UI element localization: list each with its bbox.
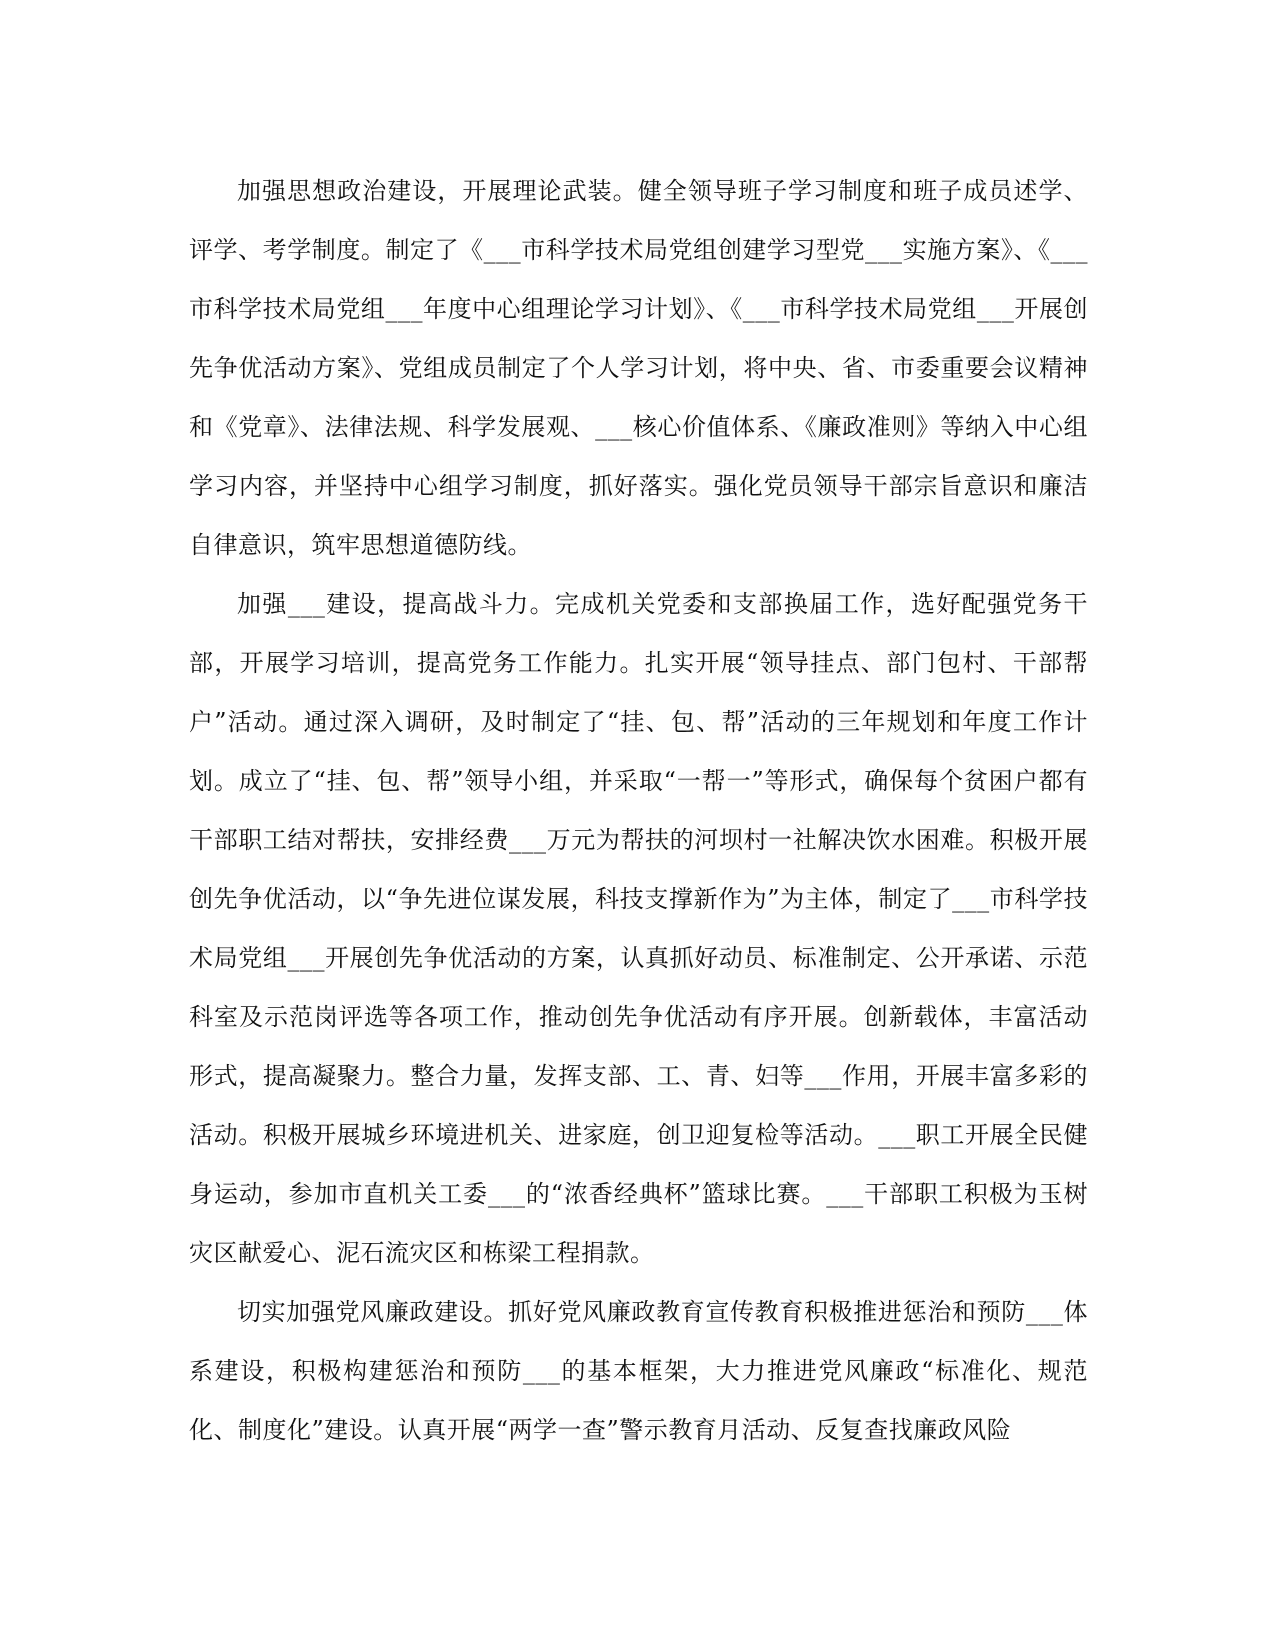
paragraph-clean-government: 切实加强党风廉政建设。抓好党风廉政教育宣传教育积极推进惩治和预防___体系建设，积极构建惩治和预防___的基本框架，大力推进党风廉政“标准化、规范化、制度化”建设。认真开展“两学一查”警示教育月活动、反复查找廉政风险 bbox=[189, 1298, 1088, 1444]
document-body bbox=[189, 162, 1088, 1460]
paragraph-ideological-building: 加强思想政治建设，开展理论武装。健全领导班子学习制度和班子成员述学、评学、考学制度。制定了《___市科学技术局党组创建学习型党___实施方案》、《___市科学技术局党组___年度中心组理论学习计划》、《___市科学技术局党组___开展创先争优活动方案》、党组成员制定了个人学习计划，将中央、省、市委重要会议精神和《党章》、法律法规、科学发展观、___核心价值体系、《廉政准则》等纳入中心组学习内容，并坚持中心组学习制度，抓好落实。强化党员领导干部宗旨意识和廉洁自律意识，筑牢思想道德防线。 bbox=[189, 177, 1088, 559]
paragraph-organization-building: 加强___建设，提高战斗力。完成机关党委和支部换届工作，选好配强党务干部，开展学习培训，提高党务工作能力。扎实开展“领导挂点、部门包村、干部帮户”活动。通过深入调研，及时制定了“挂、包、帮”活动的三年规划和年度工作计划。成立了“挂、包、帮”领导小组，并采取“一帮一”等形式，确保每个贫困户都有干部职工结对帮扶，安排经费___万元为帮扶的河坝村一社解决饮水困难。积极开展创先争优活动，以“争先进位谋发展，科技支撑新作为”为主体，制定了___市科学技术局党组___开展创先争优活动的方案，认真抓好动员、标准制定、公开承诺、示范科室及示范岗评选等各项工作，推动创先争优活动有序开展。创新载体，丰富活动形式，提高凝聚力。整合力量，发挥支部、工、青、妇等___作用，开展丰富多彩的活动。积极开展城乡环境进机关、进家庭，创卫迎复检等活动。___职工开展全民健身运动，参加市直机关工委___的“浓香经典杯”篮球比赛。___干部职工积极为玉树灾区献爱心、泥石流灾区和栋梁工程捐款。 bbox=[189, 590, 1088, 1267]
